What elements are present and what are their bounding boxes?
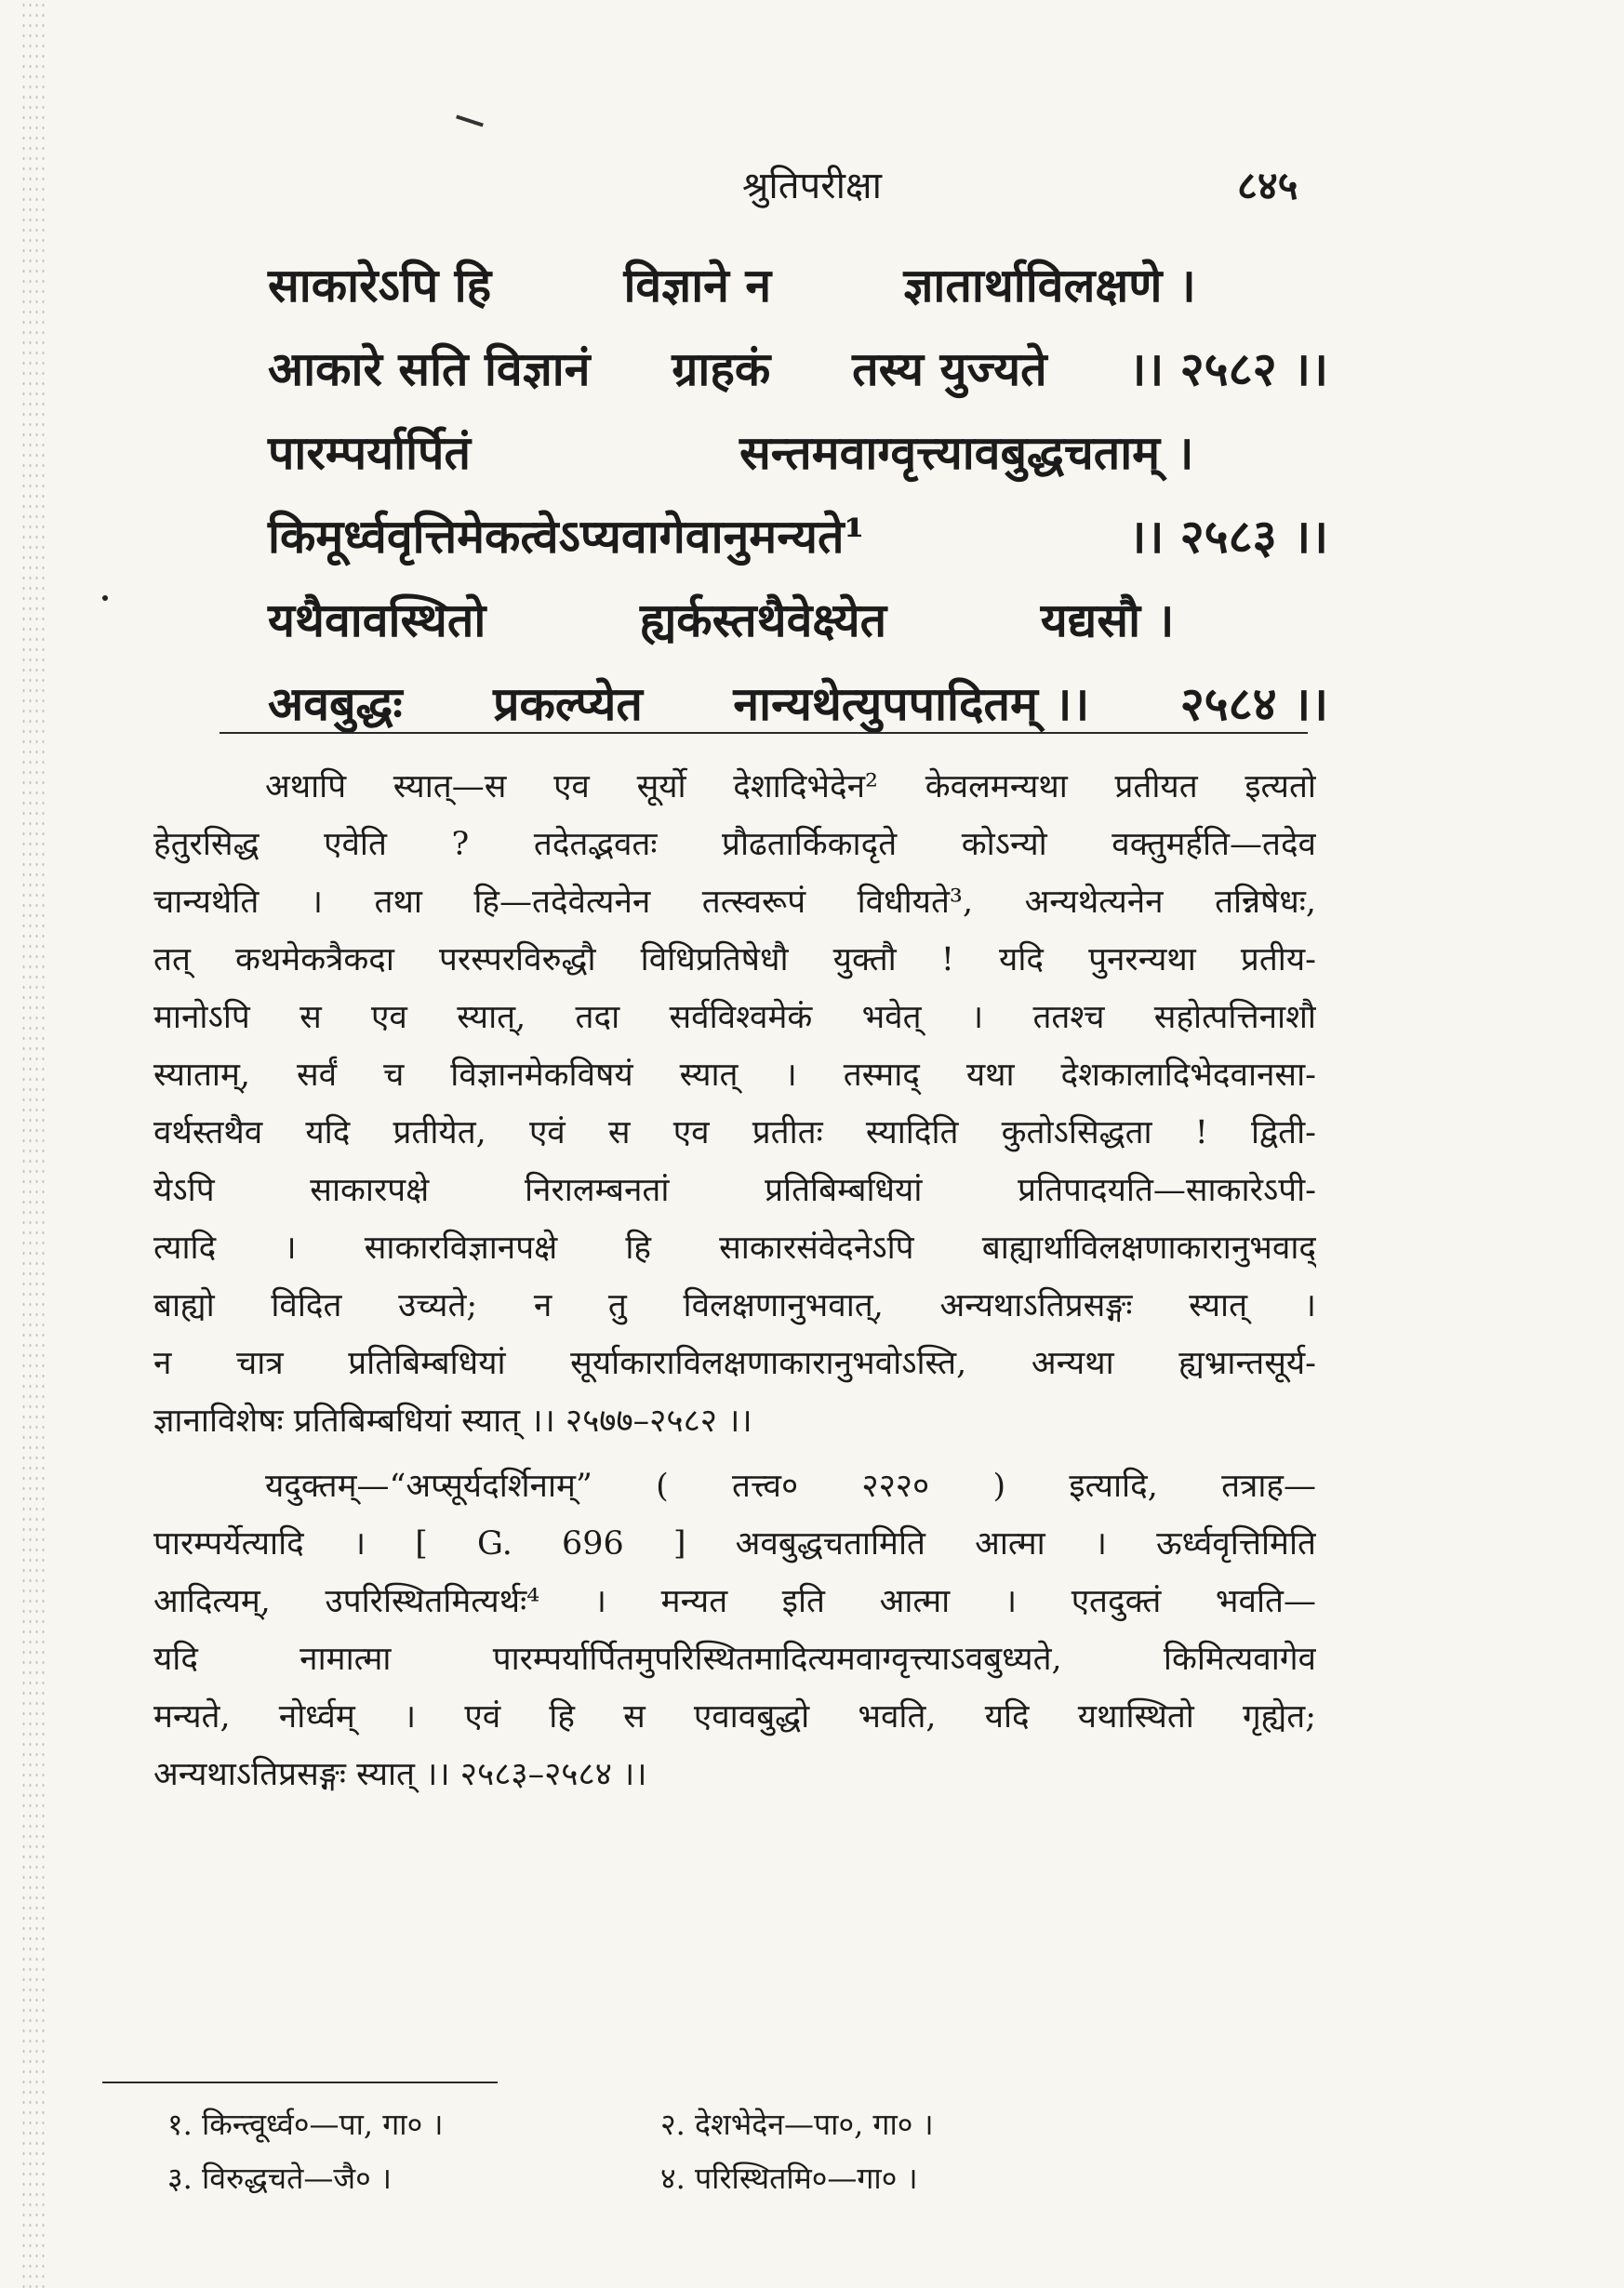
verse-number: ।। २५८३ ।। — [1128, 509, 1328, 564]
footnotes — [167, 2097, 1153, 2205]
text-line: ज्ञानाविशेषः प्रतिबिम्बधियां स्यात् ।। २५७७–२५८२ ।। — [153, 1403, 752, 1440]
running-head: श्रुतिपरीक्षा — [742, 165, 882, 207]
text-line: चान्यथेति । तथा हि—तदेवेत्यनेन तत्स्वरूपं विधीयते³, अन्यथेत्यनेन तन्निषेधः, — [153, 884, 1316, 921]
verse-line: साकारेऽपि हि विज्ञाने न ज्ञातार्थाविलक्षणे । — [268, 258, 1196, 313]
text-line: यदुक्तम्—“अप्सूर्यदर्शिनाम्” ( तत्त्व० २२२० ) इत्यादि, तत्राह— — [265, 1468, 1316, 1505]
margin-dot — [102, 595, 108, 601]
commentary-paragraph — [153, 1457, 1316, 1803]
text-line: त्यादि । साकारविज्ञानपक्षे हि साकारसंवेदनेऽपि बाह्यार्थाविलक्षणाकारानुभवाद् — [153, 1230, 1316, 1267]
text-line: अथापि स्यात्—स एव सूर्यो देशादिभेदेन² केवलमन्यथा प्रतीयत इत्यतो — [265, 768, 1316, 805]
commentary — [153, 758, 1316, 1811]
footnote-3: ३. विरुद्धचते—जै० । — [167, 2161, 393, 2196]
text-line: बाह्यो विदित उच्यते; न तु विलक्षणानुभवात्, अन्यथाऽतिप्रसङ्गः स्यात् । — [153, 1287, 1316, 1324]
footnote-4: ४. परिस्थितमि०—गा० । — [660, 2161, 918, 2196]
verse-line: किमूर्ध्ववृत्तिमेकत्वेऽप्यवागेवानुमन्यते¹ ।। २५८३ ।। — [268, 495, 1328, 579]
section-divider — [220, 732, 1308, 734]
footnote-row — [167, 2097, 1153, 2151]
footnote-2: २. देशभेदेन—पा०, गा० । — [660, 2107, 934, 2142]
text-line: मानोऽपि स एव स्यात्, तदा सर्वविश्वमेकं भवेत् । ततश्च सहोत्पत्तिनाशौ — [153, 999, 1316, 1036]
verse-line: आकारे सति विज्ञानं ग्राहकं तस्य युज्यते ।। २५८२ ।। — [268, 327, 1328, 411]
page-number: ८४५ — [1237, 163, 1298, 208]
verse-number: २५८४ ।। — [1179, 676, 1328, 731]
verse-number: ।। २५८२ ।। — [1128, 341, 1328, 396]
commentary-paragraph — [153, 758, 1316, 1450]
text-line: यदि नामात्मा पारम्पर्यार्पितमुपरिस्थितमादित्यमवाग्वृत्त्याऽवबुध्यते, किमित्यवागेव — [153, 1641, 1316, 1678]
text-line: हेतुरसिद्ध एवेति ? तदेतद्भवतः प्रौढतार्किकादृते कोऽन्यो वक्तुमर्हति—तदेव — [153, 826, 1316, 863]
verse-block — [268, 244, 1328, 746]
text-line: तत् कथमेकत्रैकदा परस्परविरुद्धौ विधिप्रतिषेधौ युक्तौ ! यदि पुनरन्यथा प्रतीय- — [153, 941, 1316, 978]
verse-line: पारम्पर्यार्पितं सन्तमवाग्वृत्त्यावबुद्धचताम् । — [268, 425, 1194, 480]
footnote-row — [167, 2151, 1153, 2205]
stray-mark — [456, 114, 484, 126]
text-line: येऽपि साकारपक्षे निरालम्बनतां प्रतिबिम्बधियां प्रतिपादयति—साकारेऽपी- — [153, 1172, 1316, 1209]
footnote-divider — [102, 2082, 498, 2083]
text-line: पारम्पर्येत्यादि । [ G. 696 ] अवबुद्धचतामिति आत्मा । ऊर्ध्ववृत्तिमिति — [153, 1525, 1316, 1563]
text-line: न चात्र प्रतिबिम्बधियां सूर्याकाराविलक्षणाकारानुभवोऽस्ति, अन्यथा ह्यभ्रान्तसूर्य- — [153, 1345, 1316, 1382]
text-line: अन्यथाऽतिप्रसङ्गः स्यात् ।। २५८३–२५८४ ।। — [153, 1756, 647, 1793]
text-line: मन्यते, नोर्ध्वम् । एवं हि स एवावबुद्धो भवति, यदि यथास्थितो गृह्येत; — [153, 1698, 1316, 1736]
text-line: स्याताम्, सर्वं च विज्ञानमेकविषयं स्यात् । तस्माद् यथा देशकालादिभेदवानसा- — [153, 1057, 1316, 1094]
binding-edge-texture — [20, 0, 48, 2288]
footnote-1: १. किन्त्वूर्ध्व०—पा, गा० । — [167, 2107, 444, 2142]
verse-line: अवबुद्धः प्रकल्प्येत नान्यथेत्युपपादितम् ।। २५८४ ।। — [268, 662, 1328, 746]
text-line: आदित्यम्, उपरिस्थितमित्यर्थः⁴ । मन्यत इति आत्मा । एतदुक्तं भवति— — [153, 1583, 1316, 1620]
verse-line: यथैवावस्थितो ह्यर्कस्तथैवेक्ष्येत यद्यसौ । — [268, 592, 1175, 647]
text-line: वर्थस्तथैव यदि प्रतीयेत, एवं स एव प्रतीतः स्यादिति कुतोऽसिद्धता ! द्विती- — [153, 1114, 1316, 1151]
